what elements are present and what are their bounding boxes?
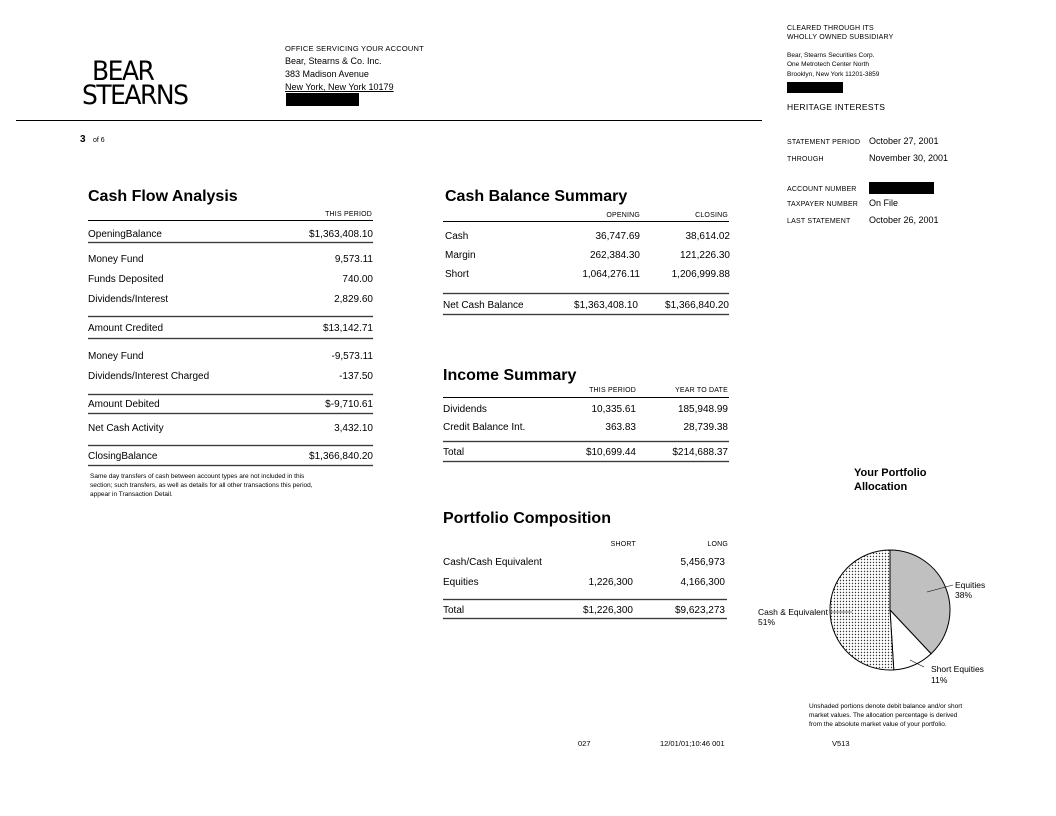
page-of: of 6 — [93, 137, 105, 144]
table-row-value: 740.00 — [342, 274, 373, 285]
page-number: 3 — [80, 134, 86, 145]
short-equities-label: Short Equities — [931, 664, 984, 674]
statement-period-label: STATEMENT PERIOD — [787, 139, 861, 146]
table-row-value: $-9,710.61 — [325, 399, 373, 410]
statement-period-value: October 27, 2001 — [869, 136, 939, 146]
office-line-1: Bear, Stearns & Co. Inc. — [285, 56, 382, 66]
account-name: HERITAGE INTERESTS — [787, 102, 886, 112]
cash-flow-col-header: THIS PERIOD — [325, 211, 372, 218]
cash-balance-title: Cash Balance Summary — [445, 188, 628, 205]
dotted-rule — [88, 412, 373, 415]
allocation-title-line-1: Your Portfolio — [854, 467, 927, 479]
dotted-rule — [443, 313, 729, 316]
cash-flow-title: Cash Flow Analysis — [88, 188, 238, 205]
table-cell-closing: 121,226.30 — [679, 250, 730, 261]
table-row-label: Cash — [445, 231, 469, 242]
table-cell-long: 4,166,300 — [680, 577, 725, 588]
dotted-rule — [88, 444, 373, 447]
table-row-value: 2,829.60 — [334, 294, 373, 305]
last-statement-label: LAST STATEMENT — [787, 218, 851, 225]
allocation-note-line-1: Unshaded portions denote debit balance and/or short — [809, 703, 963, 710]
table-row-label: Amount Debited — [88, 399, 160, 410]
footer-code-1: 027 — [578, 739, 591, 748]
dotted-rule — [88, 241, 373, 244]
dotted-rule — [88, 464, 373, 467]
dotted-rule — [443, 440, 729, 443]
table-cell-opening: 1,064,276.11 — [582, 269, 640, 280]
income-header-rule — [443, 397, 729, 398]
equities-pct: 38% — [955, 590, 973, 600]
portfolio-title: Portfolio Composition — [443, 510, 611, 527]
page-indicator — [80, 129, 105, 147]
dotted-rule — [443, 617, 727, 620]
pie-slice-cash-equivalent — [830, 550, 894, 670]
table-row-value: 9,573.11 — [334, 254, 373, 265]
table-cell-long: 5,456,973 — [680, 557, 725, 568]
table-cell-ytd: 28,739.38 — [683, 422, 728, 433]
table-cell-ytd: 185,948.99 — [677, 404, 728, 415]
cash-label: Cash & Equivalent — [758, 607, 828, 617]
cash-flow-note-line-1: Same day transfers of cash between account types are not included in this — [90, 473, 305, 480]
table-row-value: 3,432.10 — [334, 423, 373, 434]
table-row-label: Cash/Cash Equivalent — [443, 557, 542, 568]
sub-line-3: Brooklyn, New York 11201-3859 — [787, 71, 880, 78]
sub-line-1: Bear, Stearns Securities Corp. — [787, 52, 875, 59]
table-row-value: $1,363,408.10 — [309, 229, 373, 240]
allocation-note-line-2: market values. The allocation percentage is derived — [809, 712, 958, 719]
cash-pct: 51% — [758, 617, 776, 627]
table-row-label: Total — [443, 447, 465, 458]
cleared-line-1: CLEARED THROUGH ITS — [787, 25, 874, 32]
cash-flow-header-rule — [88, 220, 373, 221]
cleared-line-2: WHOLLY OWNED SUBSIDIARY — [787, 34, 894, 41]
equities-label: Equities — [955, 580, 986, 590]
table-row-label: Credit Balance Int. — [443, 422, 526, 433]
income-title: Income Summary — [443, 367, 577, 384]
table-cell-opening: 262,384.30 — [589, 250, 640, 261]
table-row-label: Funds Deposited — [88, 274, 164, 285]
table-cell-period: 363.83 — [605, 422, 636, 433]
short-equities-pct: 11% — [931, 675, 948, 685]
table-row-label: OpeningBalance — [88, 229, 162, 240]
table-row-value: $13,142.71 — [322, 323, 373, 334]
footer-timestamp: 12/01/01;10:46 001 — [660, 739, 725, 748]
table-row-label: Net Cash Balance — [443, 300, 524, 311]
taxpayer-value: On File — [869, 198, 899, 208]
dotted-rule — [88, 393, 373, 396]
cash-flow-note-line-2: section; such transfers, as well as details for all other transactions this period, — [90, 482, 313, 489]
table-row-label: Dividends — [443, 404, 487, 415]
table-row-value: -9,573.11 — [331, 351, 373, 362]
portfolio-col-short: SHORT — [610, 541, 636, 548]
table-row-value: $1,366,840.20 — [309, 451, 373, 462]
table-cell-ytd: $214,688.37 — [672, 447, 728, 458]
table-row-label: Short — [445, 269, 469, 280]
table-row-label: Amount Credited — [88, 323, 164, 334]
table-row-label: Total — [443, 605, 465, 616]
table-cell-closing: 38,614.02 — [685, 231, 730, 242]
table-cell-opening: $1,363,408.10 — [574, 300, 638, 311]
table-cell-opening: 36,747.69 — [595, 231, 640, 242]
office-line-3: New York, New York 10179 — [285, 82, 394, 92]
table-cell-period: $10,699.44 — [585, 447, 636, 458]
dotted-rule — [88, 315, 373, 318]
table-row-value: -137.50 — [339, 371, 373, 382]
header-rule — [16, 120, 762, 121]
redacted-block — [286, 93, 359, 106]
table-cell-short: $1,226,300 — [582, 605, 633, 616]
redacted-block — [787, 82, 843, 93]
table-row-label: ClosingBalance — [88, 451, 158, 462]
taxpayer-label: TAXPAYER NUMBER — [787, 201, 859, 208]
sub-line-2: One Metrotech Center North — [787, 61, 870, 68]
cash-flow-note-line-3: appear in Transaction Detail. — [90, 491, 173, 498]
footer-code-2: V513 — [832, 739, 850, 748]
table-row-label: Margin — [445, 250, 476, 261]
income-col-period: THIS PERIOD — [589, 387, 636, 394]
allocation-note-line-3: from the absolute market value of your portfolio. — [809, 721, 947, 728]
account-number-label: ACCOUNT NUMBER — [787, 186, 857, 193]
bear-stearns-logo — [82, 55, 188, 111]
income-col-ytd: YEAR TO DATE — [675, 387, 728, 394]
table-cell-short: 1,226,300 — [588, 577, 633, 588]
office-line-2: 383 Madison Avenue — [285, 69, 369, 79]
table-cell-long: $9,623,273 — [674, 605, 725, 616]
logo-line-2: STEARNS — [82, 79, 188, 111]
through-value: November 30, 2001 — [869, 153, 949, 163]
portfolio-col-long: LONG — [707, 541, 728, 548]
cash-balance-col-closing: CLOSING — [695, 212, 728, 219]
through-label: THROUGH — [787, 156, 824, 163]
table-cell-closing: 1,206,999.88 — [671, 269, 730, 280]
last-statement-value: October 26, 2001 — [869, 215, 939, 225]
table-row-label: Money Fund — [88, 351, 144, 362]
dotted-rule — [443, 598, 727, 601]
table-row-label: Dividends/Interest Charged — [88, 371, 210, 382]
table-cell-closing: $1,366,840.20 — [665, 300, 729, 311]
dotted-rule — [88, 337, 373, 340]
cash-balance-col-opening: OPENING — [606, 212, 640, 219]
cash-balance-header-rule — [443, 221, 729, 222]
dotted-rule — [443, 292, 729, 295]
table-row-label: Equities — [443, 577, 479, 588]
table-row-label: Net Cash Activity — [88, 423, 164, 434]
table-cell-period: 10,335.61 — [591, 404, 636, 415]
table-row-label: Money Fund — [88, 254, 144, 265]
table-row-label: Dividends/Interest — [88, 294, 169, 305]
redacted-block — [869, 182, 934, 194]
dotted-rule — [443, 460, 729, 463]
logo-line-1: BEAR — [92, 55, 154, 87]
allocation-title-line-2: Allocation — [854, 481, 908, 493]
office-label: OFFICE SERVICING YOUR ACCOUNT — [285, 44, 424, 53]
